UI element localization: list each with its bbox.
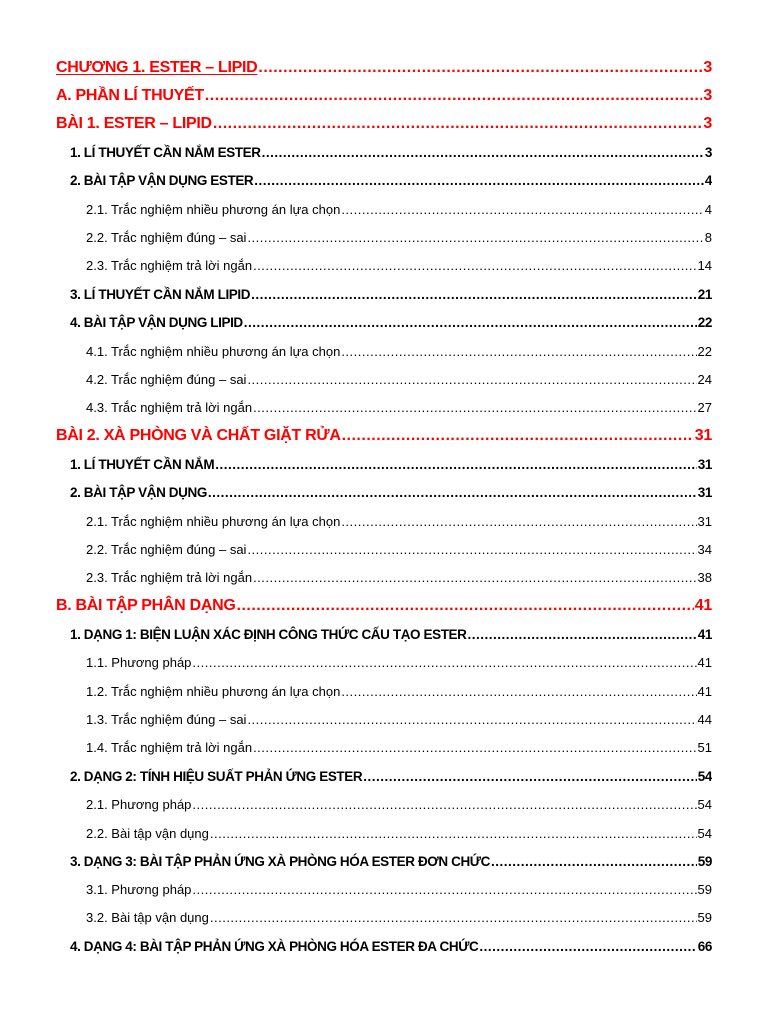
- dot-leader: [210, 822, 697, 846]
- toc-entry-title: 2.2. Bài tập vận dụng: [86, 826, 209, 841]
- toc-entry-subsection[interactable]: [86, 198, 712, 222]
- dot-leader: [210, 906, 697, 930]
- toc-entry-title: 2.3. Trắc nghiệm trả lời ngắn: [86, 570, 253, 585]
- dot-leader: [244, 311, 697, 335]
- dot-leader: [341, 680, 696, 704]
- toc-entry-page: 14: [697, 258, 712, 273]
- toc-entry-subsection[interactable]: [86, 254, 712, 278]
- toc-entry-title: 3. LÍ THUYẾT CẦN NẮM LIPID: [70, 287, 251, 302]
- toc-entry-page: 3: [703, 115, 712, 132]
- toc-entry-page: 34: [697, 542, 712, 557]
- toc-entry-subsection[interactable]: [86, 566, 712, 590]
- toc-entry-page: 31: [697, 514, 712, 529]
- dot-leader: [251, 283, 697, 307]
- toc-entry-title: 3. DẠNG 3: BÀI TẬP PHẢN ỨNG XÀ PHÒNG HÓA ESTER ĐƠN CHỨC: [70, 854, 490, 869]
- dot-leader: [341, 198, 703, 222]
- toc-entry-part-b[interactable]: [56, 594, 712, 618]
- toc-entry-page: 3: [703, 59, 712, 76]
- toc-entry-page: 41: [697, 684, 712, 699]
- dot-leader: [192, 651, 696, 675]
- toc-entry-title: 1.2. Trắc nghiệm nhiều phương án lựa chọn: [86, 684, 341, 699]
- dot-leader: [479, 935, 696, 959]
- toc-entry-title: 4. DẠNG 4: BÀI TẬP PHẢN ỨNG XÀ PHÒNG HÓA ESTER ĐA CHỨC: [70, 939, 479, 954]
- toc-entry-title: BÀI 1. ESTER – LIPID: [56, 115, 212, 132]
- toc-entry-title: 4.3. Trắc nghiệm trả lời ngắn: [86, 400, 253, 415]
- dot-leader: [341, 340, 696, 364]
- toc-entry-page: 24: [697, 372, 712, 387]
- dot-leader: [208, 481, 697, 505]
- toc-entry-title: 1. LÍ THUYẾT CẦN NẮM ESTER: [70, 145, 261, 160]
- dot-leader: [253, 566, 696, 590]
- toc-entry-page: 59: [697, 882, 712, 897]
- toc-entry-title: 1.3. Trắc nghiệm đúng – sai: [86, 712, 247, 727]
- toc-entry-subsection[interactable]: [86, 226, 712, 250]
- toc-entry-lesson-1[interactable]: [56, 112, 712, 136]
- toc-entry-subsection[interactable]: [86, 651, 712, 675]
- toc-entry-title: 3.1. Phương pháp: [86, 882, 192, 897]
- toc-entry-page: 3: [703, 87, 712, 104]
- toc-entry-subsection[interactable]: [86, 708, 712, 732]
- toc-entry-title: 1. LÍ THUYẾT CẦN NẮM: [70, 457, 215, 472]
- toc-entry-page: 54: [697, 826, 712, 841]
- toc-entry-title: 2.3. Trắc nghiệm trả lời ngắn: [86, 258, 253, 273]
- toc-entry-page: 59: [697, 854, 712, 869]
- toc-entry-page: 51: [697, 740, 712, 755]
- toc-entry-section[interactable]: [70, 765, 712, 789]
- toc-entry-title: 2.1. Phương pháp: [86, 797, 192, 812]
- toc-entry-title: 2.2. Trắc nghiệm đúng – sai: [86, 230, 247, 245]
- toc-entry-page: 8: [704, 230, 712, 245]
- dot-leader: [468, 623, 697, 647]
- toc-entry-chapter-1[interactable]: [56, 56, 712, 80]
- dot-leader: [342, 424, 694, 448]
- toc-entry-page: 22: [697, 315, 712, 330]
- dot-leader: [213, 112, 703, 136]
- dot-leader: [262, 141, 704, 165]
- toc-entry-subsection[interactable]: [86, 736, 712, 760]
- toc-entry-page: 31: [697, 485, 712, 500]
- toc-entry-section[interactable]: [70, 623, 712, 647]
- toc-entry-page: 31: [694, 427, 712, 444]
- toc-entry-subsection[interactable]: [86, 793, 712, 817]
- toc-entry-page: 41: [694, 597, 712, 614]
- toc-entry-title: B. BÀI TẬP PHÂN DẠNG: [56, 597, 236, 614]
- toc-entry-section[interactable]: [70, 169, 712, 193]
- toc-entry-page: 66: [697, 939, 712, 954]
- toc-entry-subsection[interactable]: [86, 538, 712, 562]
- toc-entry-title: 2.1. Trắc nghiệm nhiều phương án lựa chọn: [86, 514, 341, 529]
- dot-leader: [258, 56, 702, 80]
- toc-entry-page: 38: [697, 570, 712, 585]
- toc-entry-title: CHƯƠNG 1. ESTER – LIPID: [56, 59, 258, 76]
- toc-entry-title: A. PHẦN LÍ THUYẾT: [56, 87, 204, 104]
- toc-entry-page: 54: [697, 769, 712, 784]
- toc-entry-title: BÀI 2. XÀ PHÒNG VÀ CHẤT GIẶT RỬA: [56, 427, 341, 444]
- dot-leader: [247, 226, 703, 250]
- toc-entry-title: 4.1. Trắc nghiệm nhiều phương án lựa chọn: [86, 344, 341, 359]
- toc-entry-subsection[interactable]: [86, 340, 712, 364]
- dot-leader: [237, 594, 694, 618]
- toc-entry-subsection[interactable]: [86, 680, 712, 704]
- dot-leader: [253, 396, 696, 420]
- toc-entry-section[interactable]: [70, 141, 712, 165]
- dot-leader: [341, 510, 696, 534]
- toc-entry-title: 2.2. Trắc nghiệm đúng – sai: [86, 542, 247, 557]
- toc-entry-lesson-2[interactable]: [56, 424, 712, 448]
- toc-entry-subsection[interactable]: [86, 396, 712, 420]
- toc-entry-section[interactable]: [70, 481, 712, 505]
- toc-entry-title: 4.2. Trắc nghiệm đúng – sai: [86, 372, 247, 387]
- toc-entry-section[interactable]: [70, 311, 712, 335]
- dot-leader: [215, 453, 697, 477]
- toc-entry-subsection[interactable]: [86, 878, 712, 902]
- toc-entry-title: 1.4. Trắc nghiệm trả lời ngắn: [86, 740, 253, 755]
- toc-entry-title: 4. BÀI TẬP VẬN DỤNG LIPID: [70, 315, 243, 330]
- toc-entry-page: 59: [697, 910, 712, 925]
- toc-entry-title: 1. DẠNG 1: BIỆN LUẬN XÁC ĐỊNH CÔNG THỨC CẤU TẠO ESTER: [70, 627, 467, 642]
- toc-entry-title: 2. BÀI TẬP VẬN DỤNG ESTER: [70, 173, 254, 188]
- dot-leader: [253, 736, 696, 760]
- toc-entry-page: 4: [704, 173, 712, 188]
- toc-entry-title: 3.2. Bài tập vận dụng: [86, 910, 209, 925]
- toc-entry-subsection[interactable]: [86, 906, 712, 930]
- dot-leader: [205, 84, 703, 108]
- toc-entry-subsection[interactable]: [86, 510, 712, 534]
- dot-leader: [247, 368, 696, 392]
- dot-leader: [192, 878, 696, 902]
- toc-entry-page: 21: [697, 287, 712, 302]
- dot-leader: [192, 793, 696, 817]
- dot-leader: [254, 169, 704, 193]
- toc-entry-title: 1.1. Phương pháp: [86, 655, 192, 670]
- toc-entry-section[interactable]: [70, 935, 712, 959]
- dot-leader: [363, 765, 697, 789]
- toc-entry-section[interactable]: [70, 283, 712, 307]
- dot-leader: [491, 850, 697, 874]
- dot-leader: [247, 708, 696, 732]
- dot-leader: [253, 254, 696, 278]
- toc-entry-page: 54: [697, 797, 712, 812]
- toc-entry-page: 27: [697, 400, 712, 415]
- dot-leader: [247, 538, 696, 562]
- toc-entry-subsection[interactable]: [86, 368, 712, 392]
- toc-entry-title: 2. DẠNG 2: TÍNH HIỆU SUẤT PHẢN ỨNG ESTER: [70, 769, 363, 784]
- toc-entry-part-a[interactable]: [56, 84, 712, 108]
- toc-entry-page: 41: [697, 655, 712, 670]
- toc-entry-page: 41: [697, 627, 712, 642]
- toc-entry-page: 4: [704, 202, 712, 217]
- toc-entry-page: 3: [704, 145, 712, 160]
- toc-entry-page: 22: [697, 344, 712, 359]
- toc-entry-title: 2. BÀI TẬP VẬN DỤNG: [70, 485, 207, 500]
- toc-entry-page: 44: [697, 712, 712, 727]
- toc-entry-section[interactable]: [70, 850, 712, 874]
- toc-entry-section[interactable]: [70, 453, 712, 477]
- toc-entry-title: 2.1. Trắc nghiệm nhiều phương án lựa chọn: [86, 202, 341, 217]
- toc-entry-page: 31: [697, 457, 712, 472]
- toc-entry-subsection[interactable]: [86, 822, 712, 846]
